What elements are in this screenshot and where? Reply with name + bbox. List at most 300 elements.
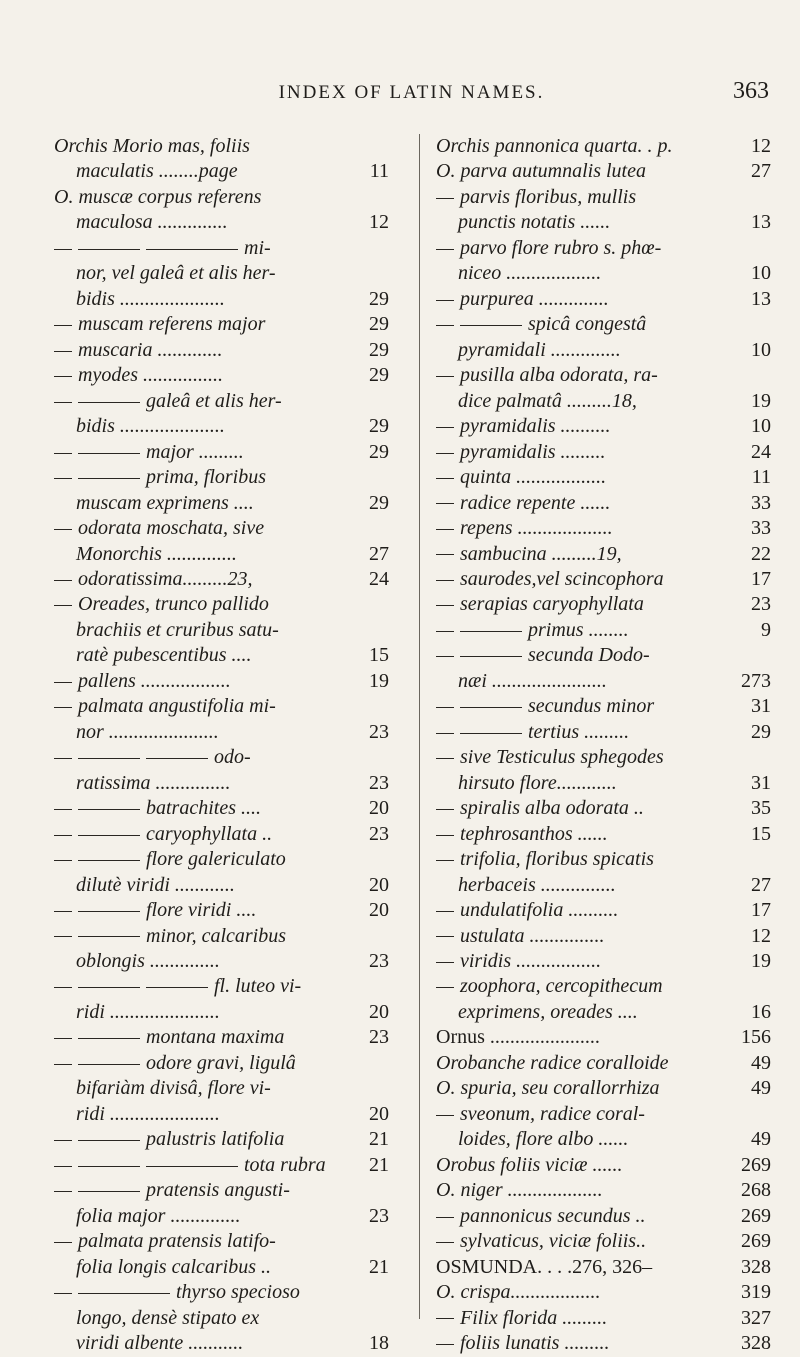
ditto-dash: [436, 733, 454, 734]
entry-page-ref: 29: [369, 287, 389, 310]
entry-page-ref: 49: [751, 1077, 771, 1100]
index-entry: [54, 1102, 389, 1127]
ditto-dash: [54, 987, 72, 988]
ditto-dash: [78, 936, 140, 937]
index-entry: [54, 491, 389, 516]
entry-text: pusilla alba odorata, ra-: [460, 364, 658, 387]
ditto-dash: [436, 911, 454, 912]
ditto-dash: [78, 1064, 140, 1065]
entry-text: pyramidali ..............: [458, 338, 621, 361]
entry-text: pyramidalis .........: [460, 440, 606, 463]
entry-page-ref: 269: [741, 1230, 771, 1253]
entry-page-ref: 269: [741, 1153, 771, 1176]
ditto-dash: [54, 809, 72, 810]
entry-page-ref: 12: [751, 924, 771, 947]
entry-text: zoophora, cercopithecum: [460, 975, 663, 998]
index-entry: [436, 694, 771, 719]
entry-page-ref: 23: [369, 1026, 389, 1049]
entry-page-ref: 29: [751, 720, 771, 743]
index-entry: [54, 1280, 389, 1305]
entry-text: prima, floribus: [146, 466, 267, 489]
left-index-column: [54, 134, 389, 1357]
ditto-dash: [54, 1191, 72, 1192]
entry-page-ref: 10: [751, 415, 771, 438]
ditto-dash: [78, 1038, 140, 1039]
entry-page-ref: 268: [741, 1179, 771, 1202]
entry-page-ref: 29: [369, 364, 389, 387]
index-entry: [54, 1178, 389, 1203]
index-entry: [436, 287, 771, 312]
entry-text: sive Testiculus sphegodes: [460, 746, 664, 769]
entry-text: niceo ...................: [458, 262, 602, 285]
index-entry: [436, 847, 771, 872]
index-entry: [54, 516, 389, 541]
index-entry: [436, 389, 771, 414]
entry-page-ref: 21: [369, 1255, 389, 1278]
entry-text: fl. luteo vi-: [214, 975, 302, 998]
ditto-dash: [54, 249, 72, 250]
entry-page-ref: 19: [369, 669, 389, 692]
entry-text: secunda Dodo-: [528, 644, 650, 667]
entry-text: viridis .................: [460, 950, 602, 972]
entry-page-ref: 319: [741, 1281, 771, 1304]
index-entry: [436, 491, 771, 516]
ditto-dash: [436, 809, 454, 810]
entry-text: O. parva autumnalis lutea: [436, 160, 646, 183]
entry-page-ref: 27: [751, 873, 771, 896]
entry-text: myodes ................: [78, 364, 223, 387]
index-entry: [54, 389, 389, 414]
ditto-dash: [436, 325, 454, 326]
ditto-dash: [436, 198, 454, 199]
entry-text: nor, vel galeâ et alis her-: [76, 262, 276, 285]
entry-page-ref: 33: [751, 491, 771, 514]
entry-page-ref: 13: [751, 287, 771, 310]
index-entry: [54, 847, 389, 872]
entry-text: odo-: [214, 746, 251, 769]
index-entry: [54, 1331, 389, 1356]
ditto-dash: [54, 1064, 72, 1065]
index-entry: [436, 924, 771, 949]
index-entry: [54, 1306, 389, 1331]
index-entry: [436, 159, 771, 184]
index-entry: [54, 1051, 389, 1076]
entry-text: ratissima ...............: [76, 771, 231, 794]
index-entry: [436, 1076, 771, 1101]
entry-text: muscam referens major: [78, 313, 266, 336]
index-entry: [436, 1153, 771, 1178]
entry-page-ref: 23: [369, 950, 389, 972]
ditto-dash: [78, 453, 140, 454]
ditto-dash: [54, 707, 72, 708]
entry-text: pratensis angusti-: [146, 1179, 290, 1202]
entry-text: O. crispa..................: [436, 1281, 601, 1304]
index-entry: [54, 592, 389, 617]
ditto-dash: [436, 707, 454, 708]
index-entry: [436, 516, 771, 541]
index-entry: [436, 745, 771, 770]
index-entry: [54, 338, 389, 363]
entry-text: punctis notatis ......: [458, 211, 611, 234]
index-entry: [54, 542, 389, 567]
page-header: [54, 78, 769, 108]
index-entry: [54, 159, 389, 184]
index-entry: [54, 1000, 389, 1025]
ditto-dash: [54, 860, 72, 861]
index-entry: [54, 185, 389, 210]
entry-text: Filix florida .........: [460, 1306, 608, 1329]
index-entry: [436, 720, 771, 745]
entry-page-ref: 27: [751, 160, 771, 183]
ditto-dash: [78, 860, 140, 861]
index-entry: [54, 1025, 389, 1050]
ditto-dash: [460, 656, 522, 657]
running-title: INDEX OF LATIN NAMES.: [278, 82, 545, 103]
entry-page-ref: 156: [741, 1026, 771, 1049]
ditto-dash: [146, 758, 208, 759]
ditto-dash: [54, 682, 72, 683]
ditto-dash: [436, 554, 454, 555]
entry-text: parvo flore rubro s. phœ-: [460, 236, 662, 259]
entry-page-ref: 23: [751, 593, 771, 616]
index-entry: [436, 592, 771, 617]
ditto-dash: [54, 580, 72, 581]
index-entry: [436, 134, 771, 159]
ditto-dash: [436, 656, 454, 657]
ditto-dash: [78, 402, 140, 403]
entry-text: Orobus foliis viciæ ......: [436, 1153, 623, 1176]
index-entry: [54, 1076, 389, 1101]
index-entry: [436, 185, 771, 210]
index-entry: [54, 745, 389, 770]
ditto-dash: [78, 1140, 140, 1141]
entry-text: palustris latifolia: [146, 1128, 285, 1151]
index-entry: [436, 440, 771, 465]
index-entry: [436, 1025, 771, 1050]
entry-page-ref: 49: [751, 1051, 771, 1074]
index-entry: [436, 236, 771, 261]
index-entry: [54, 465, 389, 490]
entry-text: flore galericulato: [146, 848, 286, 871]
entry-page-ref: 20: [369, 1102, 389, 1125]
index-entry: [54, 771, 389, 796]
entry-text: trifolia, floribus spicatis: [460, 848, 654, 871]
entry-text: muscam exprimens ....: [76, 491, 254, 514]
entry-page-ref: 18: [369, 1332, 389, 1355]
index-entry: [436, 669, 771, 694]
ditto-dash: [460, 631, 522, 632]
entry-page-ref: 10: [751, 262, 771, 285]
entry-page-ref: 20: [369, 899, 389, 922]
entry-text: major .........: [146, 440, 244, 463]
entry-page-ref: 273: [741, 669, 771, 692]
index-entry: [436, 1051, 771, 1076]
index-entry: [54, 949, 389, 974]
entry-page-ref: 23: [369, 1204, 389, 1227]
entry-text: galeâ et alis her-: [146, 389, 282, 412]
index-entry: [436, 363, 771, 388]
index-entry: [436, 210, 771, 235]
entry-page-ref: 29: [369, 338, 389, 361]
entry-page-ref: 35: [751, 797, 771, 820]
entry-text: secundus minor: [528, 695, 655, 718]
entry-text: maculatis ........page: [76, 160, 238, 183]
ditto-dash: [436, 249, 454, 250]
entry-text: flore viridi ....: [146, 899, 257, 922]
entry-text: sambucina .........19,: [460, 542, 622, 565]
index-entry: [54, 210, 389, 235]
index-entry: [54, 363, 389, 388]
entry-text: ustulata ...............: [460, 924, 605, 947]
ditto-dash: [78, 249, 140, 250]
entry-text: bidis .....................: [76, 415, 225, 438]
entry-page-ref: 328: [741, 1255, 771, 1278]
index-entry: [436, 567, 771, 592]
entry-page-ref: 29: [369, 440, 389, 463]
entry-text: ridi ......................: [76, 1000, 220, 1023]
entry-page-ref: 19: [751, 950, 771, 972]
ditto-dash: [436, 300, 454, 301]
index-entry: [54, 924, 389, 949]
entry-text: sylvaticus, viciæ foliis..: [460, 1230, 647, 1253]
entry-text: spiralis alba odorata ..: [460, 797, 644, 820]
entry-text: minor, calcaribus: [146, 924, 286, 947]
ditto-dash: [54, 325, 72, 326]
entry-text: radice repente ......: [460, 491, 611, 514]
ditto-dash: [78, 1191, 140, 1192]
entry-page-ref: 12: [751, 135, 771, 157]
entry-page-ref: 13: [751, 211, 771, 234]
entry-page-ref: 269: [741, 1204, 771, 1227]
entry-text: thyrso specioso: [176, 1281, 300, 1304]
ditto-dash: [54, 478, 72, 479]
ditto-dash: [436, 580, 454, 581]
entry-text: parvis floribus, mullis: [460, 185, 637, 208]
entry-page-ref: 31: [751, 695, 771, 718]
index-entry: [436, 796, 771, 821]
entry-text: tephrosanthos ......: [460, 822, 608, 845]
entry-text: caryophyllata ..: [146, 822, 273, 845]
ditto-dash: [54, 402, 72, 403]
ditto-dash: [436, 1115, 454, 1116]
ditto-dash: [436, 835, 454, 836]
index-entry: [54, 822, 389, 847]
entry-text: montana maxima: [146, 1026, 285, 1049]
entry-text: O. muscæ corpus referens: [54, 185, 262, 208]
entry-text: Orchis Morio mas, foliis: [54, 135, 250, 157]
entry-text: serapias caryophyllata: [460, 593, 644, 616]
ditto-dash: [54, 936, 72, 937]
entry-page-ref: 17: [751, 567, 771, 590]
entry-page-ref: 327: [741, 1306, 771, 1329]
ditto-dash: [54, 835, 72, 836]
ditto-dash: [54, 351, 72, 352]
entry-text: O. spuria, seu corallorrhiza: [436, 1077, 660, 1100]
entry-page-ref: 49: [751, 1128, 771, 1151]
ditto-dash: [436, 758, 454, 759]
entry-text: dilutè viridi ............: [76, 873, 235, 896]
entry-page-ref: 16: [751, 1000, 771, 1023]
entry-text: O. niger ...................: [436, 1179, 603, 1202]
index-entry: [54, 414, 389, 439]
entry-text: tertius .........: [528, 720, 630, 743]
entry-text: oblongis ..............: [76, 950, 220, 972]
entry-page-ref: 19: [751, 389, 771, 412]
ditto-dash: [436, 860, 454, 861]
index-entry: [436, 822, 771, 847]
index-entry: [54, 720, 389, 745]
index-entry: [54, 669, 389, 694]
ditto-dash: [436, 1344, 454, 1345]
index-entry: [436, 1102, 771, 1127]
entry-text: pannonicus secundus ..: [460, 1204, 646, 1227]
entry-text: foliis lunatis .........: [460, 1332, 610, 1355]
index-entry: [54, 1255, 389, 1280]
index-entry: [54, 312, 389, 337]
ditto-dash: [54, 1293, 72, 1294]
index-entry: [54, 1127, 389, 1152]
entry-text: purpurea ..............: [460, 287, 609, 310]
ditto-dash: [78, 987, 140, 988]
entry-page-ref: 23: [369, 720, 389, 743]
entry-text: mi-: [244, 236, 271, 259]
ditto-dash: [54, 529, 72, 530]
index-entry: [436, 465, 771, 490]
ditto-dash: [78, 478, 140, 479]
entry-text: folia longis calcaribus ..: [76, 1255, 271, 1278]
entry-text: brachiis et cruribus satu-: [76, 618, 279, 641]
ditto-dash: [436, 427, 454, 428]
entry-text: saurodes,vel scincophora: [460, 567, 664, 590]
entry-page-ref: 20: [369, 797, 389, 820]
entry-page-ref: 17: [751, 899, 771, 922]
entry-text: folia major ..............: [76, 1204, 241, 1227]
ditto-dash: [54, 911, 72, 912]
index-entry: [54, 567, 389, 592]
entry-page-ref: 15: [751, 822, 771, 845]
entry-text: undulatifolia ..........: [460, 899, 619, 922]
entry-text: pyramidalis ..........: [460, 415, 611, 438]
entry-text: muscaria .............: [78, 338, 223, 361]
index-entry: [436, 261, 771, 286]
ditto-dash: [78, 809, 140, 810]
entry-text: sveonum, radice coral-: [460, 1102, 645, 1125]
entry-text: longo, densè stipato ex: [76, 1306, 260, 1329]
entry-text: bidis .....................: [76, 287, 225, 310]
ditto-dash: [436, 987, 454, 988]
ditto-dash: [436, 503, 454, 504]
ditto-dash: [436, 453, 454, 454]
index-entry: [436, 618, 771, 643]
entry-page-ref: 23: [369, 822, 389, 845]
entry-text: ratè pubescentibus ....: [76, 644, 252, 667]
entry-page-ref: 9: [761, 618, 771, 641]
entry-text: palmata pratensis latifo-: [78, 1230, 276, 1253]
index-entry: [54, 440, 389, 465]
index-entry: [436, 1229, 771, 1254]
entry-page-ref: 11: [751, 466, 771, 489]
entry-page-ref: 33: [751, 517, 771, 540]
entry-text: herbaceis ...............: [458, 873, 616, 896]
index-entry: [54, 618, 389, 643]
ditto-dash: [460, 733, 522, 734]
entry-text: ridi ......................: [76, 1102, 220, 1125]
entry-text: odore gravi, ligulâ: [146, 1051, 296, 1074]
index-entry: [436, 338, 771, 363]
entry-text: quinta ..................: [460, 466, 607, 489]
entry-text: palmata angustifolia mi-: [78, 695, 276, 718]
entry-page-ref: 29: [369, 491, 389, 514]
ditto-dash: [436, 478, 454, 479]
entry-text: Monorchis ..............: [76, 542, 237, 565]
page-number: 363: [733, 78, 769, 104]
entry-page-ref: 24: [369, 567, 389, 590]
ditto-dash: [436, 529, 454, 530]
ditto-dash: [436, 631, 454, 632]
index-entry: [54, 873, 389, 898]
ditto-dash: [78, 835, 140, 836]
ditto-dash: [78, 911, 140, 912]
entry-text: loides, flore albo ......: [458, 1128, 629, 1151]
entry-page-ref: 29: [369, 415, 389, 438]
entry-text: Orobanche radice coralloide: [436, 1051, 669, 1074]
entry-page-ref: 12: [369, 211, 389, 234]
index-entry: [54, 694, 389, 719]
ditto-dash: [146, 1166, 238, 1167]
entry-text: Ornus ......................: [436, 1026, 600, 1049]
entry-page-ref: 23: [369, 771, 389, 794]
ditto-dash: [54, 453, 72, 454]
index-entry: [436, 1331, 771, 1356]
ditto-dash: [436, 936, 454, 937]
ditto-dash: [436, 1318, 454, 1319]
index-entry: [436, 1280, 771, 1305]
ditto-dash: [436, 1217, 454, 1218]
index-entry: [436, 873, 771, 898]
entry-page-ref: 328: [741, 1332, 771, 1355]
entry-text: primus ........: [528, 618, 629, 641]
entry-text: viridi albente ...........: [76, 1332, 244, 1355]
entry-text: pallens ..................: [78, 669, 231, 692]
entry-page-ref: 24: [751, 440, 771, 463]
index-entry: [54, 1204, 389, 1229]
entry-text: næi .......................: [458, 669, 607, 692]
ditto-dash: [54, 1242, 72, 1243]
entry-text: batrachites ....: [146, 797, 261, 820]
index-entry: [436, 1255, 771, 1280]
entry-page-ref: 20: [369, 873, 389, 896]
index-entry: [54, 287, 389, 312]
column-divider: [419, 134, 420, 1319]
index-entry: [54, 974, 389, 999]
entry-page-ref: 21: [369, 1153, 389, 1176]
entry-page-ref: 22: [751, 542, 771, 565]
index-entry: [436, 414, 771, 439]
entry-text: bifariàm divisâ, flore vi-: [76, 1077, 271, 1100]
index-entry: [436, 771, 771, 796]
ditto-dash: [54, 1166, 72, 1167]
entry-text: spicâ congestâ: [528, 313, 647, 336]
ditto-dash: [54, 605, 72, 606]
entry-page-ref: 21: [369, 1128, 389, 1151]
ditto-dash: [78, 1166, 140, 1167]
entry-page-ref: 20: [369, 1000, 389, 1023]
entry-text: dice palmatâ .........18,: [458, 389, 637, 412]
entry-text: odorata moschata, sive: [78, 517, 265, 540]
index-entry: [436, 898, 771, 923]
index-entry: [54, 261, 389, 286]
entry-text: Oreades, trunco pallido: [78, 593, 269, 616]
